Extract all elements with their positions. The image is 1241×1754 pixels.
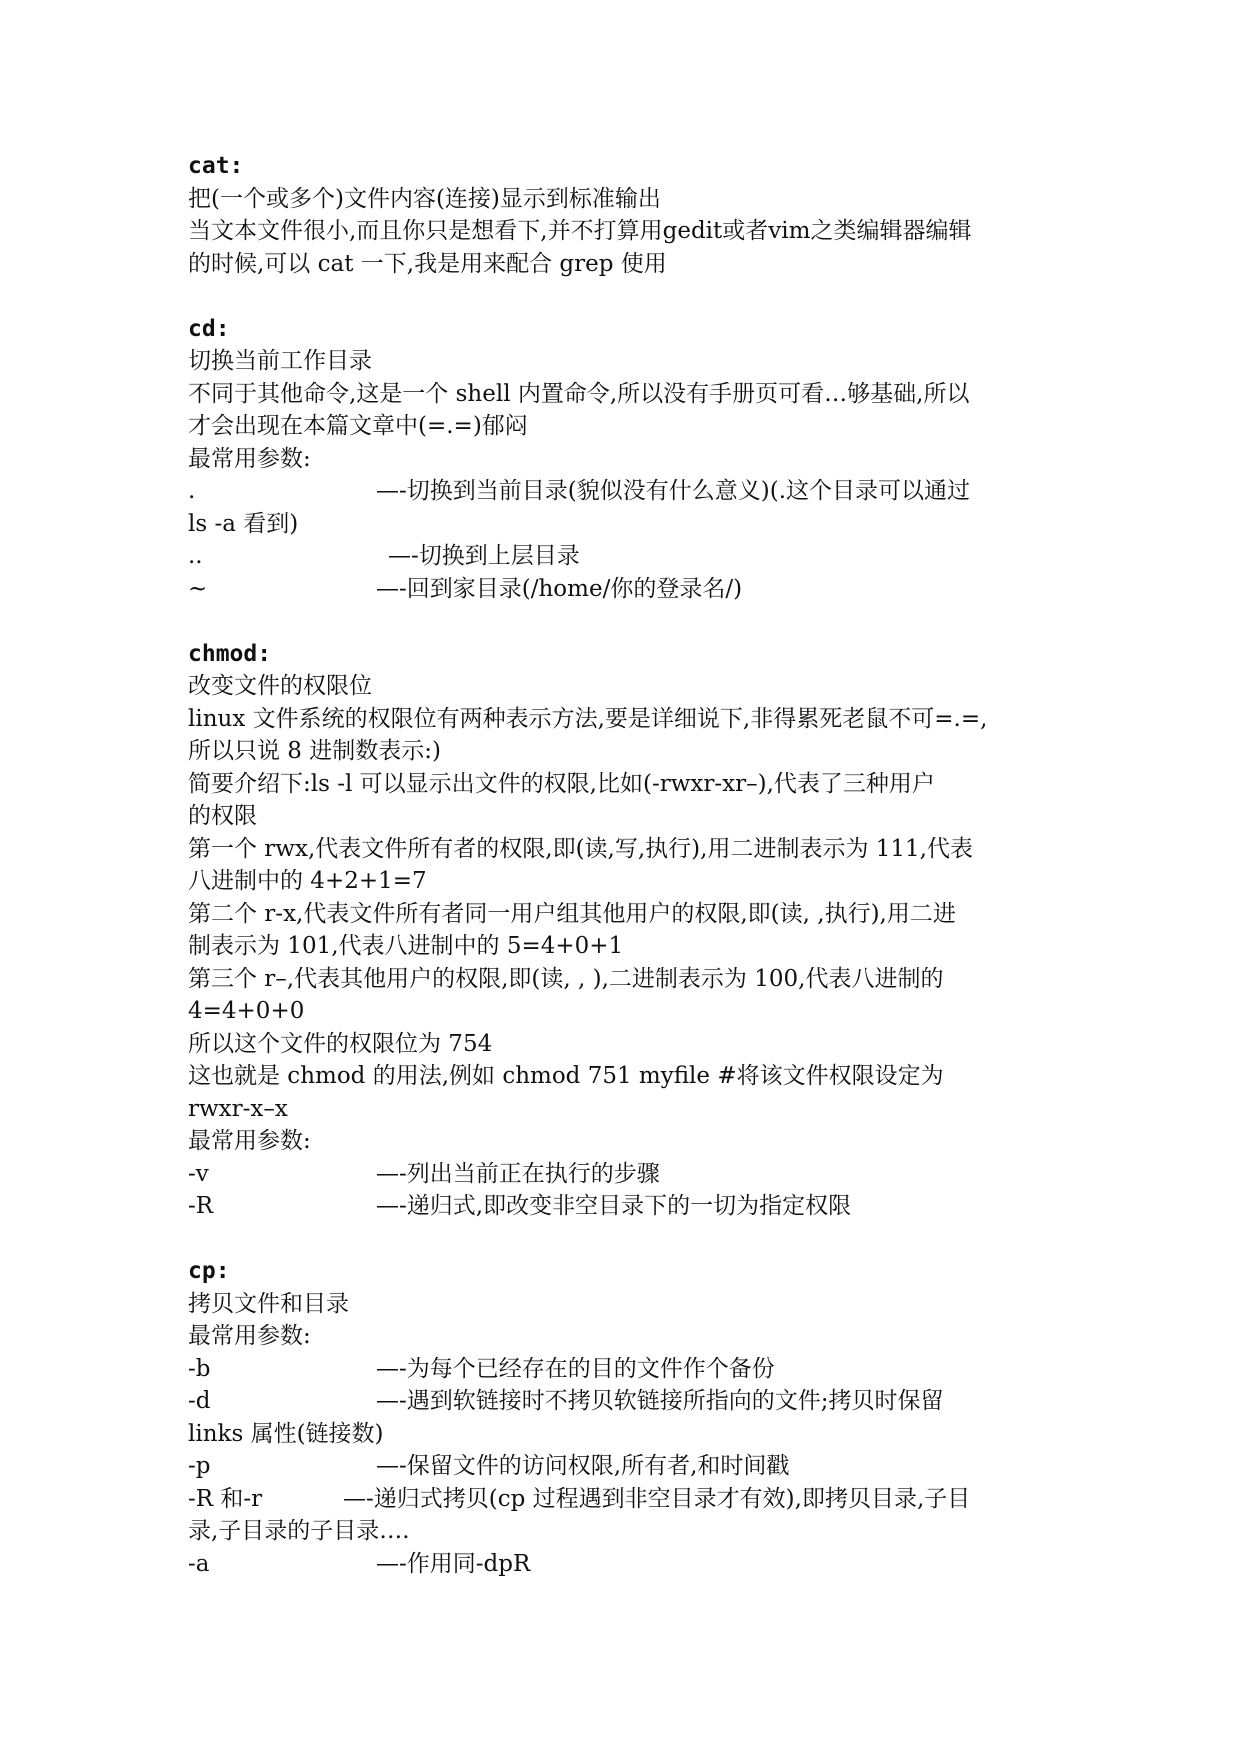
chmod-line-11: 4=4+0+0	[188, 998, 305, 1024]
cp-param-row	[188, 1353, 1068, 1386]
cp-param-row	[188, 1385, 1068, 1418]
param-key: -a	[188, 1550, 210, 1577]
chmod-line-5: 的权限	[188, 803, 257, 829]
param-key: -b	[188, 1355, 211, 1382]
cd-line-4: 最常用参数:	[188, 445, 311, 472]
param-desc: —-递归式拷贝(cp 过程遇到非空目录才有效),即拷贝目录,子目	[343, 1485, 971, 1512]
cd-line-1: 切换当前工作目录	[188, 348, 372, 374]
cat-line-1: 把(一个或多个)文件内容(连接)显示到标准输出	[188, 185, 661, 212]
section-title-cat: cat:	[188, 153, 244, 179]
spacer	[188, 280, 1068, 313]
chmod-line-2: linux 文件系统的权限位有两种表示方法,要是详细说下,非得累死老鼠不可=.=,	[188, 705, 988, 732]
chmod-line-15: 最常用参数:	[188, 1128, 311, 1154]
chmod-param-row	[188, 1190, 1068, 1223]
param-key: -R	[188, 1193, 214, 1219]
section-title-cd: cd:	[188, 315, 230, 342]
cp-param-row	[188, 1450, 1068, 1483]
section-title-chmod: chmod:	[188, 640, 272, 667]
chmod-line-7: 八进制中的 4+2+1=7	[188, 868, 427, 894]
param-key: -d	[188, 1388, 211, 1414]
param-key: -R 和-r	[188, 1485, 263, 1512]
cp-line-1: 拷贝文件和目录	[188, 1290, 349, 1317]
param-desc: —-为每个已经存在的目的文件作个备份	[376, 1355, 775, 1382]
document-page	[188, 150, 1068, 1580]
cd-line-2: 不同于其他命令,这是一个 shell 内置命令,所以没有手册页可看…够基础,所以	[188, 380, 970, 407]
param-key: -p	[188, 1453, 211, 1479]
chmod-line-9: 制表示为 101,代表八进制中的 5=4+0+1	[188, 933, 624, 959]
param-key: ~	[188, 575, 208, 602]
param-desc: —-切换到当前目录(貌似没有什么意义)(.这个目录可以通过	[376, 478, 971, 504]
cat-line-2: 当文本文件很小,而且你只是想看下,并不打算用gedit或者vim之类编辑器编辑	[188, 218, 972, 244]
chmod-line-12: 所以这个文件的权限位为 754	[188, 1030, 493, 1057]
section-title-cp: cp:	[188, 1258, 230, 1284]
cp-param-wrap: links 属性(链接数)	[188, 1420, 384, 1447]
cd-param-wrap: ls -a 看到)	[188, 510, 299, 537]
chmod-line-3: 所以只说 8 进制数表示:)	[188, 738, 441, 764]
param-key: ..	[188, 543, 203, 569]
chmod-line-8: 第二个 r-x,代表文件所有者同一用户组其他用户的权限,即(读, ,执行),用二进	[188, 900, 956, 927]
cp-param-row	[188, 1483, 1068, 1516]
chmod-line-1: 改变文件的权限位	[188, 673, 372, 699]
param-desc: —-递归式,即改变非空目录下的一切为指定权限	[376, 1193, 852, 1219]
chmod-param-row	[188, 1158, 1068, 1191]
cd-line-3: 才会出现在本篇文章中(=.=)郁闷	[188, 413, 528, 439]
cd-param-row	[188, 540, 1068, 573]
param-desc: —-切换到上层目录	[388, 543, 580, 569]
cat-line-3: 的时候,可以 cat 一下,我是用来配合 grep 使用	[188, 250, 667, 277]
param-desc: —-回到家目录(/home/你的登录名/)	[376, 575, 743, 602]
spacer	[188, 605, 1068, 638]
cp-param-wrap: 录,子目录的子目录….	[188, 1518, 410, 1544]
param-desc: —-作用同-dpR	[376, 1550, 531, 1577]
chmod-line-6: 第一个 rwx,代表文件所有者的权限,即(读,写,执行),用二进制表示为 111,代表	[188, 835, 973, 862]
chmod-line-10: 第三个 r–,代表其他用户的权限,即(读, , ),二进制表示为 100,代表八进制的	[188, 965, 944, 992]
param-key: -v	[188, 1160, 209, 1187]
chmod-line-14: rwxr-x–x	[188, 1095, 288, 1122]
chmod-line-13: 这也就是 chmod 的用法,例如 chmod 751 myfile #将该文件权限设定为	[188, 1063, 944, 1089]
param-desc: —-遇到软链接时不拷贝软链接所指向的文件;拷贝时保留	[376, 1388, 944, 1414]
cd-param-row	[188, 475, 1068, 508]
chmod-line-4: 简要介绍下:ls -l 可以显示出文件的权限,比如(-rwxr-xr–),代表了三种用户	[188, 770, 935, 797]
cd-param-row	[188, 573, 1068, 606]
param-desc: —-保留文件的访问权限,所有者,和时间戳	[376, 1453, 790, 1479]
spacer	[188, 1223, 1068, 1256]
cp-line-2: 最常用参数:	[188, 1323, 311, 1349]
param-desc: —-列出当前正在执行的步骤	[376, 1160, 660, 1187]
cp-param-row	[188, 1548, 1068, 1581]
param-key: .	[188, 478, 196, 504]
